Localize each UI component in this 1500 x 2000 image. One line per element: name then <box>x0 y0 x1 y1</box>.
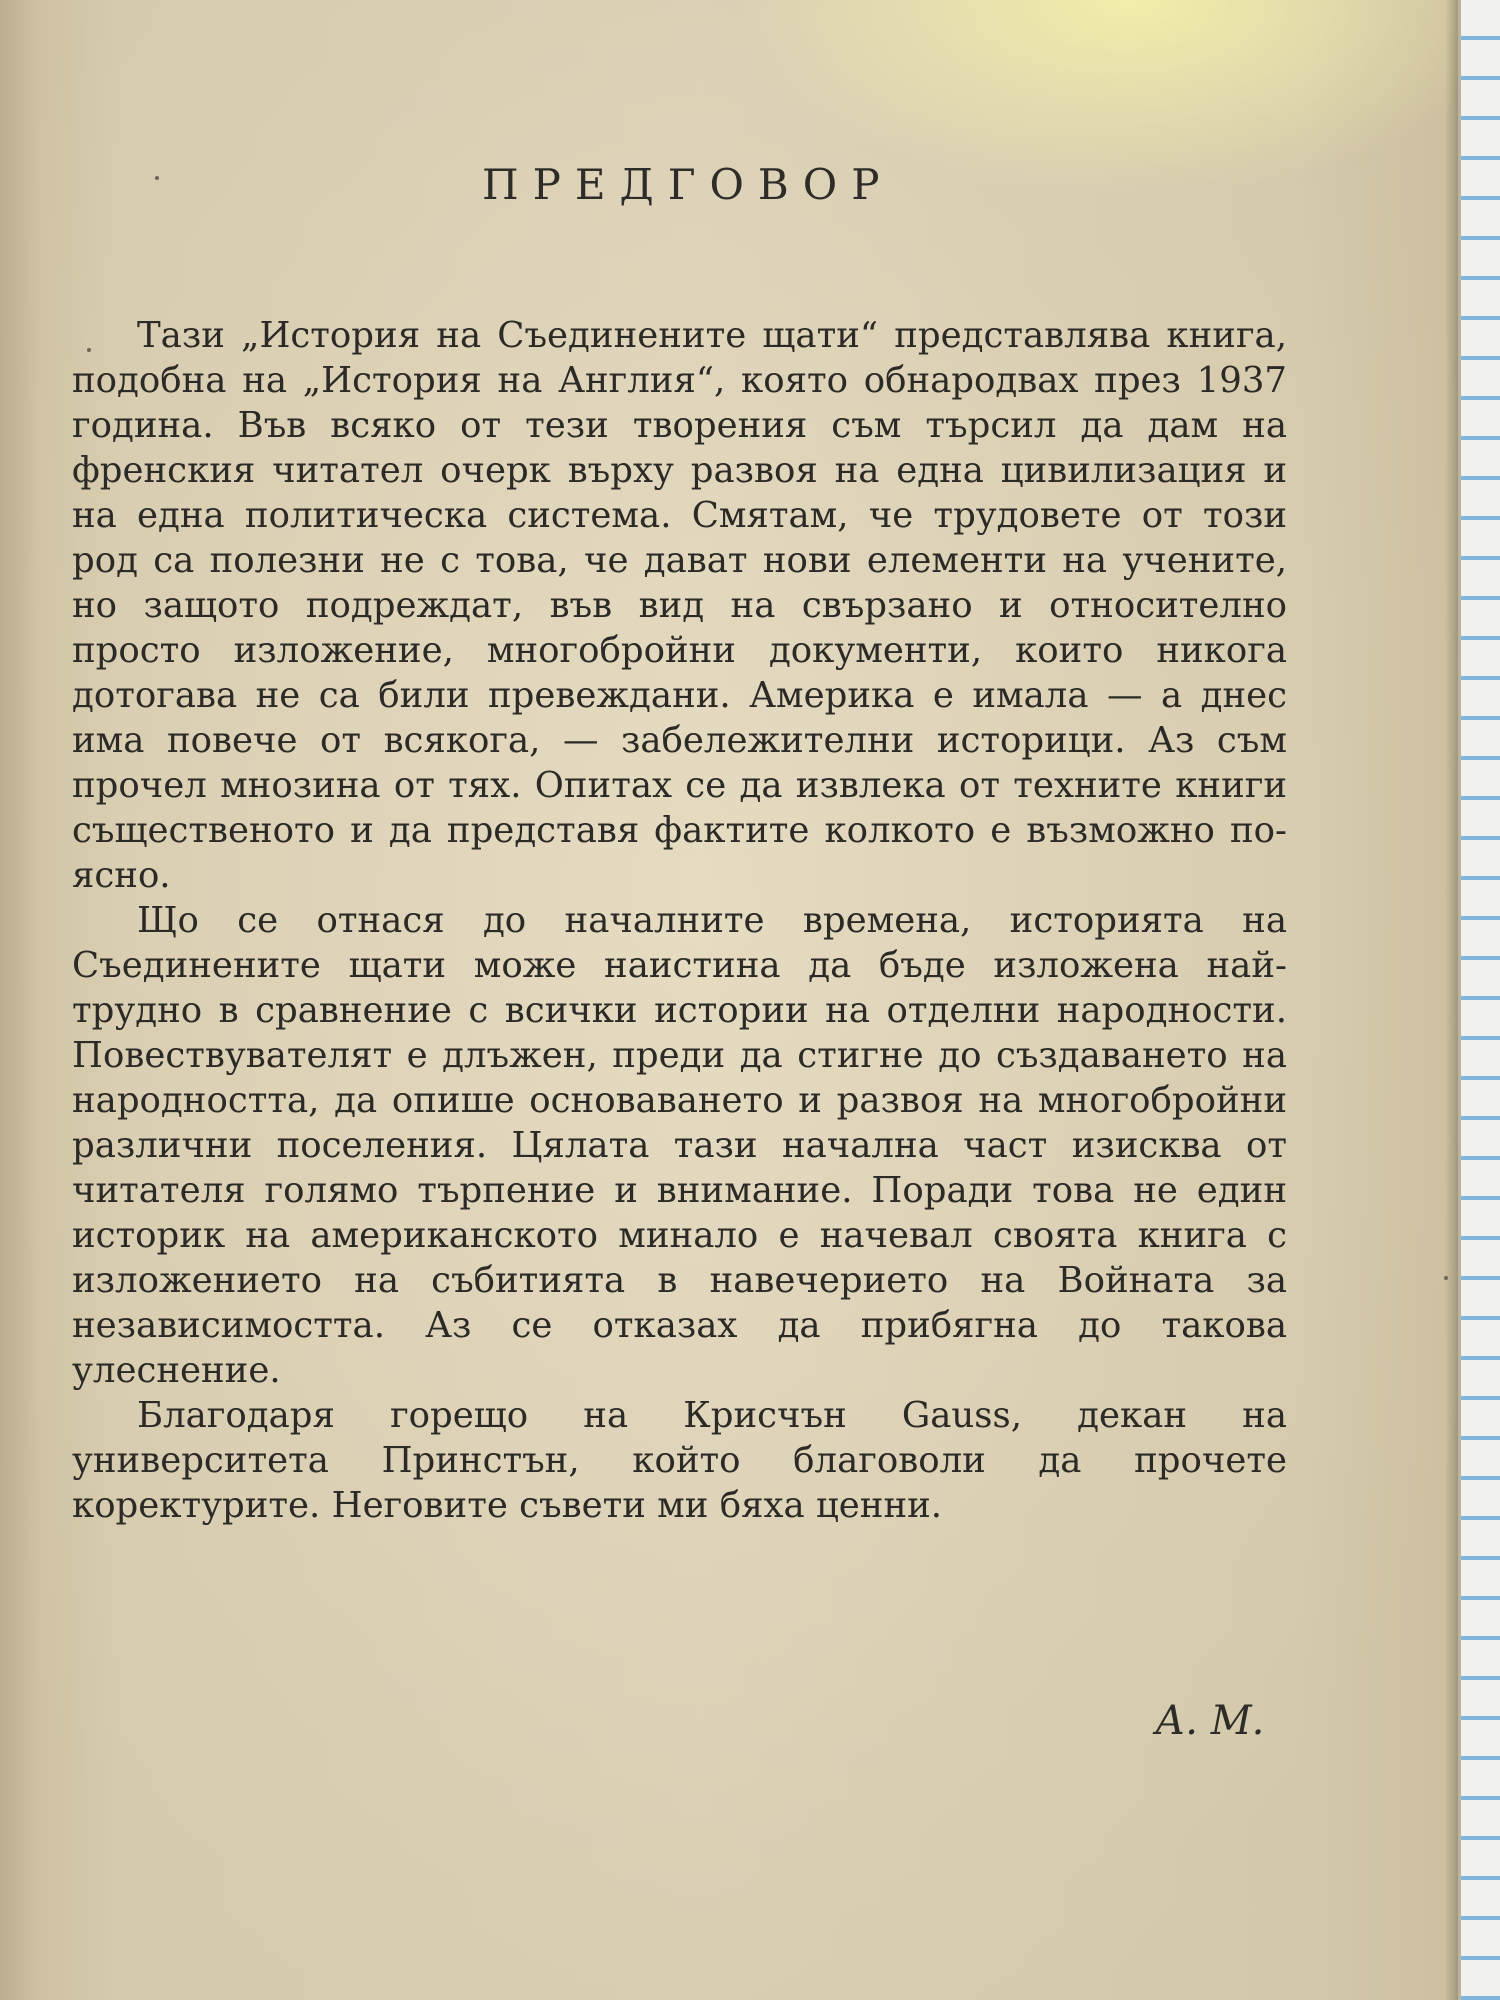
author-signature: А. М. <box>1155 1698 1265 1744</box>
text-area <box>72 0 1287 2000</box>
notebook-background <box>1458 0 1500 2000</box>
page-title: ПРЕДГОВОР <box>482 160 894 209</box>
paragraph-3: Благодаря горещо на Крисчън Gauss, декан на университета Принстън, който благоволи да прочете коректурите. Неговите съвети ми бяха ценни. <box>72 1395 1287 1526</box>
paragraph-1: Тази „История на Съединените щати“ представлява книга, подобна на „История на Англия“, която обнародвах през 1937 година. Във всяко от тези творения съм търсил да дам на френския читател очерк върху развоя на една цивилизация и на една политическа система. Смятам, че трудовете от този род са полезни не с това, че дават нови елементи на учените, но защото подреждат, във вид на свързано и относително просто изложение, многобройни документи, които никога дотогава не са били превеждани. Америка е имала — а днес има повече от всякога, — забележителни историци. Аз съм прочел мнозина от тях. Опитах се да извлека от техните книги същественото и да представя фактите колкото е възможно по-ясно. <box>72 315 1287 896</box>
paragraph-2: Що се отнася до началните времена, историята на Съединените щати може наистина да бъде изложена най-трудно в сравнение с всички истории на отделни народности. Повествувателят е длъжен, преди да стигне до създаването на народността, да опише основаването и развоя на многобройни различни поселения. Цялата тази начална част изисква от читателя голямо търпение и внимание. Поради това не един историк на американското минало е начевал своята книга с изложението на събитията в навечерието на Войната за независимостта. Аз се отказах да прибягна до такова улеснение. <box>72 900 1287 1391</box>
preface-body <box>72 313 1287 1528</box>
